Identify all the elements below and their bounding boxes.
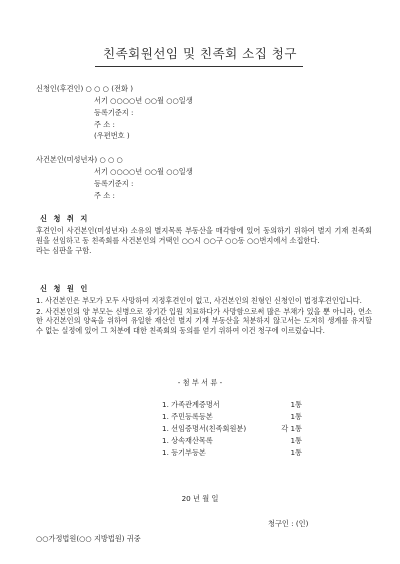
court-addressee: ○○가정법원(○○ 지방법원) 귀중 [36, 534, 141, 543]
purpose-heading: 신 청 취 지 [40, 214, 90, 223]
document-title: 친족회원선임 및 친족회 소집 청구 [103, 46, 297, 61]
attachment-count: 1통 [290, 412, 302, 421]
reason-paragraph-1: 1. 사건본인은 부모가 모두 사망하여 지정후견인이 없고, 사건본인의 친형인 신청인이 법정후견인입니다. [36, 296, 362, 305]
purpose-body [36, 226, 372, 257]
filing-date: 20 년 월 일 [181, 494, 219, 503]
principal-line: 사건본인(미성년자) ○ ○ ○ [36, 155, 123, 164]
attachment-name: 1. 선임증명서(친족회원분) [162, 424, 247, 433]
principal-address: 주 소 : [94, 191, 115, 200]
attachments-heading: - 첨 부 서 류 - [177, 378, 223, 387]
applicant-registry: 등록기준지 : [94, 108, 134, 117]
attachment-count: 1통 [290, 436, 302, 445]
purpose-closing: 라는 심판을 구함. [36, 246, 92, 256]
signature-line: 청구인 : (인) [268, 519, 309, 528]
attachment-count: 1통 [290, 400, 302, 409]
applicant-postal-code: (우편번호 ) [94, 131, 130, 140]
attachment-name: 1. 가족관계증명서 [162, 400, 220, 409]
reason-paragraph-2: 2. 사건본인의 양 부모는 신병으로 장기간 입원 치료하다가 사망함으로써 많은 부채가 있을 뿐 아니라, 연소한 사건본인의 양육을 위하여 유일한 재산인 별지 기재 부동산을 처분하지 않고서는 도저히 생계를 유지할 수 없는 실정에 있어 그 처분에 대한 친족회의 동의를 얻기 위하여 이건 청구에 이르렀습니다. [36, 306, 372, 336]
attachment-name: 1. 상속재산목록 [162, 436, 213, 445]
attachment-name: 1. 주민등록등본 [162, 412, 213, 421]
applicant-birth: 서기 ○○○○년 ○○월 ○○일생 [94, 96, 193, 105]
applicant-line: 신청인(후견인) ○ ○ ○ (전화 ) [36, 84, 134, 93]
principal-registry: 등록기준지 : [94, 179, 134, 188]
attachment-item [162, 424, 302, 434]
reasons-body [36, 296, 372, 337]
title-underline [95, 66, 303, 67]
purpose-text: 후견인이 사건본인(미성년자) 소유의 별지목록 부동산을 매각함에 있어 동의하기 위하여 별지 기재 친족회원을 선임하고 동 친족회를 사건본인의 거택인 ○○시 ○○구 ○○동 ○○번지에서 소집한다. [36, 226, 372, 245]
attachment-count: 1통 [290, 448, 302, 457]
attachment-name: 1. 등기부등본 [162, 448, 206, 457]
attachment-item [162, 448, 302, 458]
attachment-item [162, 436, 302, 446]
attachment-item [162, 412, 302, 422]
reasons-heading: 신 청 원 인 [40, 284, 90, 293]
attachment-count: 각 1통 [281, 424, 302, 433]
principal-birth: 서기 ○○○○년 ○○월 ○○일생 [94, 167, 193, 176]
attachment-item [162, 400, 302, 410]
applicant-address: 주 소 : [94, 120, 115, 129]
